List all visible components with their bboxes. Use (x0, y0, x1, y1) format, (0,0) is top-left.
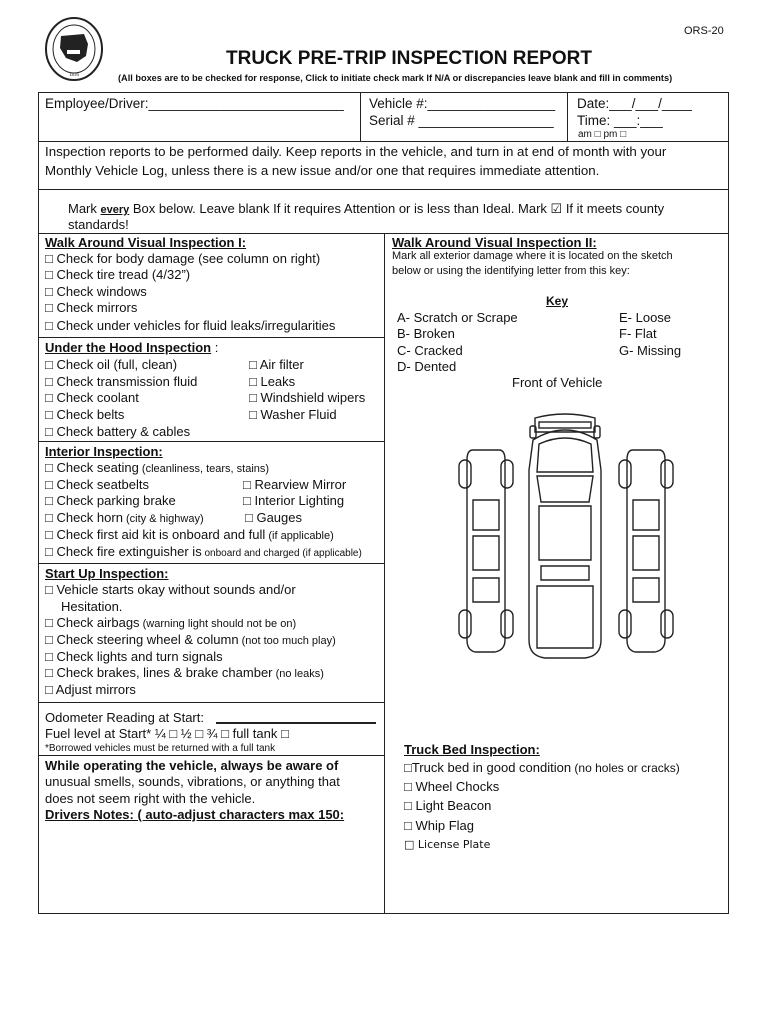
brakes-note: (no leaks) (272, 668, 324, 680)
date-field[interactable]: Date:___/___/____ (577, 96, 692, 111)
interior-heading: Interior Inspection: (45, 444, 163, 459)
under-hood-item[interactable]: □ Windshield wipers (249, 390, 366, 405)
under-hood-item[interactable]: □ Air filter (249, 357, 304, 372)
employee-field[interactable]: Employee/Driver:__________________________ (45, 96, 344, 111)
interior-first-aid[interactable] (45, 527, 334, 542)
while-operating-bold: While operating the vehicle, always be aware of (45, 758, 339, 773)
key-item: A- Scratch or Scrape (397, 310, 518, 325)
under-hood-item[interactable]: □ Check battery & cables (45, 424, 191, 439)
interior-seatbelts[interactable]: □ Check seatbelts (45, 477, 149, 492)
startup-airbags[interactable] (45, 615, 296, 630)
interior-seating[interactable] (45, 460, 269, 475)
vehicle-number-field[interactable]: Vehicle #:_________________ (369, 96, 556, 111)
startup-starts-line-2: Hesitation. (61, 599, 123, 614)
horn-note: (city & highway) (122, 513, 204, 525)
walk-around-1-item[interactable]: □ Check for body damage (see column on right) (45, 251, 321, 266)
mark-every: every (100, 204, 130, 216)
under-hood-item[interactable]: □ Check belts (45, 407, 125, 422)
walk-around-1-item[interactable]: □ Check under vehicles for fluid leaks/irregularities (45, 318, 336, 333)
drivers-notes-label: Drivers Notes: ( auto-adjust characters max 150: (45, 807, 345, 822)
truck-bed-good-label: □Truck bed in good condition (404, 760, 572, 775)
mark-post: Box below. Leave blank If it requires Attention or is less than Ideal. Mark ☑ If it meets county (129, 201, 665, 216)
subtitle: (All boxes are to be checked for response, Click to initiate check mark If N/A or discrepancies leave blank and fill in comments) (118, 73, 673, 83)
startup-heading: Start Up Inspection: (45, 566, 169, 581)
time-field[interactable]: Time: ___:___ (577, 113, 663, 128)
under-hood-item[interactable]: □ Check oil (full, clean) (45, 357, 178, 372)
county-seal-icon (44, 16, 104, 82)
odometer-label: Odometer Reading at Start: (45, 710, 204, 725)
walk-around-1-item[interactable]: □ Check windows (45, 284, 147, 299)
under-hood-item[interactable]: □ Check transmission fluid (45, 374, 198, 389)
while-operating-line-3: does not seem right with the vehicle. (45, 791, 256, 806)
fire-note: onboard and charged (if applicable) (201, 548, 362, 559)
am-pm-checkboxes[interactable]: am □ pm □ (578, 129, 627, 140)
truck-bed-wheel-chocks[interactable]: □ Wheel Chocks (404, 779, 500, 794)
walk-around-2-desc-2: below or using the identifying letter from this key: (392, 265, 630, 277)
horn-label: □ Check horn (45, 510, 123, 525)
truck-bed-condition[interactable] (404, 760, 680, 775)
key-item: E- Loose (619, 310, 672, 325)
fire-label: □ Check fire extinguisher is (45, 544, 202, 559)
under-hood-item[interactable]: □ Leaks (249, 374, 296, 389)
startup-steering[interactable] (45, 632, 336, 647)
serial-number-field[interactable]: Serial # __________________ (369, 113, 554, 128)
interior-fire-extinguisher[interactable] (45, 544, 362, 559)
steering-note: (not too much play) (238, 635, 336, 647)
truck-bed-good-note: (no holes or cracks) (571, 761, 680, 775)
walk-around-1-item[interactable]: □ Check mirrors (45, 300, 138, 315)
truck-diagram-icon[interactable] (455, 410, 675, 668)
key-title: Key (546, 294, 569, 308)
svg-text:1836: 1836 (69, 73, 79, 78)
mark-instruction-line-2: standards! (68, 217, 129, 232)
interior-horn[interactable] (45, 510, 204, 525)
first-aid-label: □ Check first aid kit is onboard and full (45, 527, 266, 542)
key-item: C- Cracked (397, 343, 463, 358)
doc-code: ORS-20 (684, 25, 724, 37)
key-item: B- Broken (397, 326, 455, 341)
interior-lighting[interactable]: □ Interior Lighting (243, 493, 345, 508)
interior-rearview[interactable]: □ Rearview Mirror (243, 477, 347, 492)
under-hood-colon: : (211, 340, 219, 355)
fuel-level-row[interactable]: Fuel level at Start* ¼ □ ½ □ ¾ □ full tank □ (45, 726, 289, 741)
key-item: D- Dented (397, 359, 457, 374)
steering-label: □ Check steering wheel & column (45, 632, 239, 647)
walk-around-1-heading: Walk Around Visual Inspection I: (45, 235, 247, 250)
brakes-label: □ Check brakes, lines & brake chamber (45, 665, 273, 680)
borrowed-note: *Borrowed vehicles must be returned with a full tank (45, 743, 276, 754)
mark-instruction (68, 201, 664, 217)
interior-gauges[interactable]: □ Gauges (245, 510, 302, 525)
airbags-label: □ Check airbags (45, 615, 140, 630)
drivers-notes-field[interactable] (40, 825, 382, 911)
startup-lights[interactable]: □ Check lights and turn signals (45, 649, 223, 664)
first-aid-note: (if applicable) (265, 530, 334, 542)
interior-parking-brake[interactable]: □ Check parking brake (45, 493, 176, 508)
mark-pre: Mark (68, 201, 101, 216)
seating-note: (cleanliness, tears, stains) (138, 463, 270, 475)
walk-around-2-desc-1: Mark all exterior damage where it is located on the sketch (392, 250, 673, 262)
truck-bed-whip-flag[interactable]: □ Whip Flag (404, 818, 474, 833)
walk-around-2-heading: Walk Around Visual Inspection II: (392, 235, 597, 250)
under-hood-item[interactable]: □ Washer Fluid (249, 407, 337, 422)
startup-mirrors[interactable]: □ Adjust mirrors (45, 682, 136, 697)
startup-starts[interactable]: □ Vehicle starts okay without sounds and/or (45, 582, 296, 597)
intro-line-2: Monthly Vehicle Log, unless there is a new issue and/or one that requires immediate attention. (45, 163, 600, 178)
truck-bed-heading: Truck Bed Inspection: (404, 742, 540, 757)
under-hood-heading-row (45, 340, 218, 355)
walk-around-1-item[interactable]: □ Check tire tread (4/32”) (45, 267, 191, 282)
page-title: TRUCK PRE-TRIP INSPECTION REPORT (226, 48, 592, 69)
while-operating-line-2: unusual smells, sounds, vibrations, or anything that (45, 774, 340, 789)
startup-brakes[interactable] (45, 665, 324, 680)
under-hood-heading: Under the Hood Inspection (45, 340, 212, 355)
airbags-note: (warning light should not be on) (139, 618, 297, 630)
truck-bed-license-plate[interactable]: □ License Plate (404, 838, 491, 851)
key-item: F- Flat (619, 326, 657, 341)
intro-line-1: Inspection reports to be performed daily. Keep reports in the vehicle, and turn in at end of month with your (45, 144, 667, 159)
truck-bed-light-beacon[interactable]: □ Light Beacon (404, 798, 492, 813)
odometer-field[interactable] (216, 722, 376, 724)
key-item: G- Missing (619, 343, 682, 358)
front-of-vehicle-label: Front of Vehicle (512, 375, 603, 390)
seating-label: □ Check seating (45, 460, 139, 475)
under-hood-item[interactable]: □ Check coolant (45, 390, 139, 405)
